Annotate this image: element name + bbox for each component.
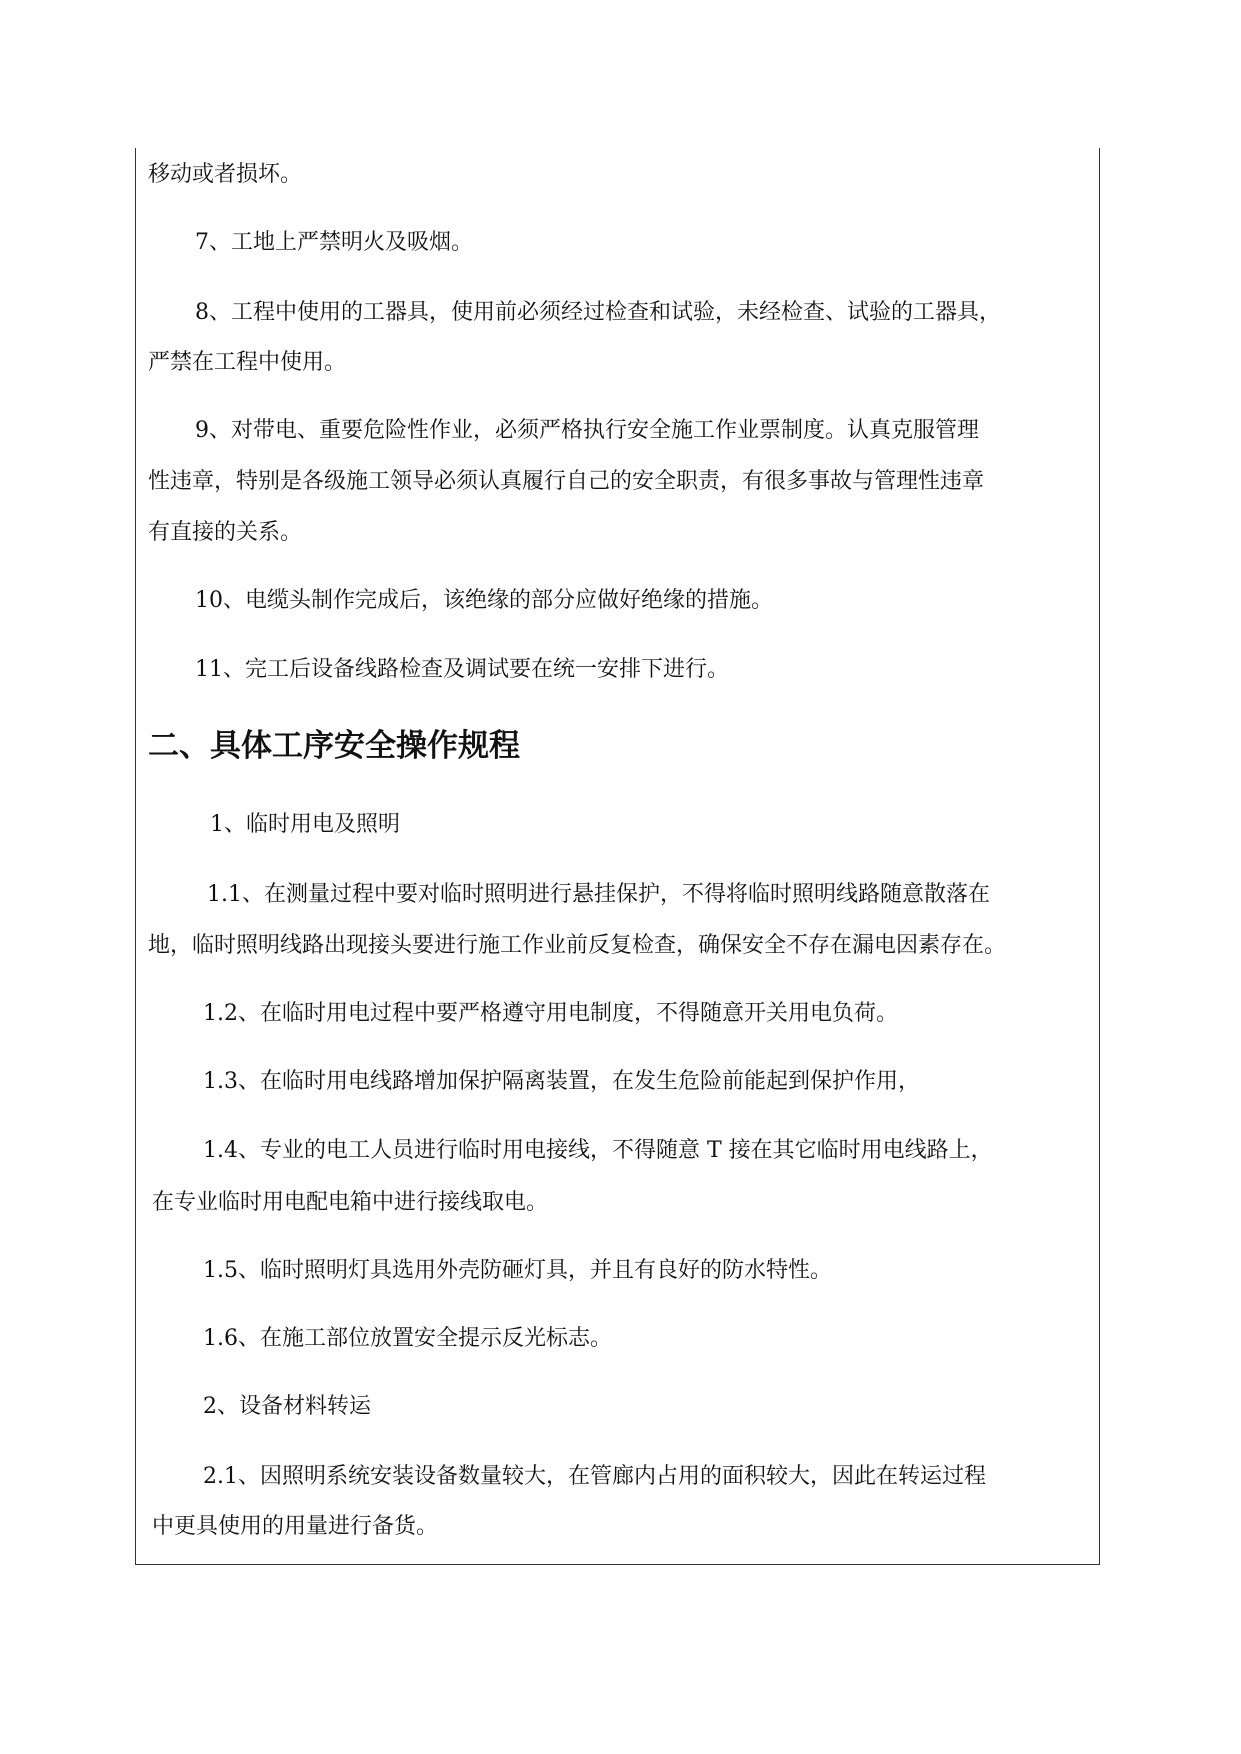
text-line-10: 1、临时用电及照明 xyxy=(210,812,400,837)
text-line-5: 9、对带电、重要危险性作业，必须严格执行安全施工作业票制度。认真克服管理 xyxy=(195,418,979,443)
text-line-17: 1.5、临时照明灯具选用外壳防砸灯具，并且有良好的防水特性。 xyxy=(203,1258,832,1283)
section-heading: 二、具体工序安全操作规程 xyxy=(148,728,520,764)
text-line-9: 11、完工后设备线路检查及调试要在统一安排下进行。 xyxy=(195,657,729,682)
text-line-18: 1.6、在施工部位放置安全提示反光标志。 xyxy=(203,1326,612,1351)
text-line-20: 2.1、因照明系统安装设备数量较大，在管廊内占用的面积较大，因此在转运过程 xyxy=(203,1464,986,1489)
text-line-21: 中更具使用的用量进行备货。 xyxy=(152,1514,439,1539)
text-line-11: 1.1、在测量过程中要对临时照明进行悬挂保护，不得将临时照明线路随意散落在 xyxy=(207,882,990,907)
text-line-8: 10、电缆头制作完成后，该绝缘的部分应做好绝缘的措施。 xyxy=(195,588,773,613)
text-line-12: 地，临时照明线路出现接头要进行施工作业前反复检查，确保安全不存在漏电因素存在。 xyxy=(148,933,1007,958)
text-line-6: 性违章，特别是各级施工领导必须认真履行自己的安全职责，有很多事故与管理性违章 xyxy=(148,469,985,494)
text-line-19: 2、设备材料转运 xyxy=(203,1394,371,1419)
text-line-1: 移动或者损坏。 xyxy=(148,162,303,187)
text-line-3: 8、工程中使用的工器具，使用前必须经过检查和试验，未经检查、试验的工器具， xyxy=(195,300,1001,325)
text-line-16: 在专业临时用电配电箱中进行接线取电。 xyxy=(152,1190,549,1215)
text-line-2: 7、工地上严禁明火及吸烟。 xyxy=(195,230,473,255)
text-line-4: 严禁在工程中使用。 xyxy=(148,350,347,375)
text-line-7: 有直接的关系。 xyxy=(148,520,303,545)
text-line-13: 1.2、在临时用电过程中要严格遵守用电制度，不得随意开关用电负荷。 xyxy=(203,1001,898,1026)
text-line-14: 1.3、在临时用电线路增加保护隔离装置，在发生危险前能起到保护作用， xyxy=(203,1069,920,1094)
text-line-15: 1.4、专业的电工人员进行临时用电接线，不得随意 T 接在其它临时用电线路上， xyxy=(203,1138,993,1163)
